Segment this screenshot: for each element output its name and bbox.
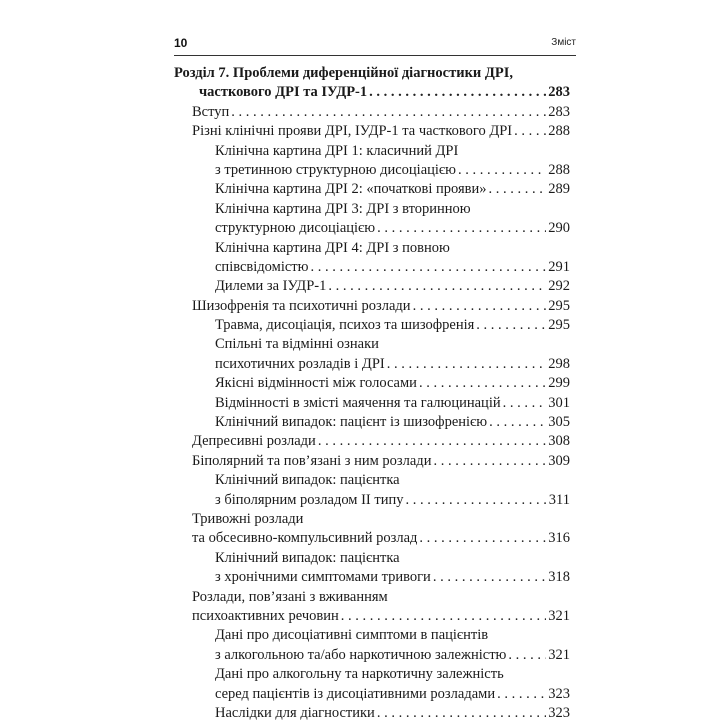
toc-entry: Клінічна картина ДРІ 2: «початкові прояви» . . . 289: [174, 180, 570, 199]
toc-entry: Дані про дисоціативні симптоми в пацієнтів: [215, 627, 489, 644]
toc-entry-cont: з хронічними симптомами тривоги . . . 318: [174, 568, 570, 587]
toc-entry: Клінічний випадок: пацієнт із шизофренією . . . 305: [174, 413, 570, 432]
header-rule: [174, 55, 576, 56]
toc-chapter-title: Розділ 7. Проблеми диференційної діагностики ДРІ,: [174, 65, 514, 81]
toc-entry: Спільні та відмінні ознаки: [215, 336, 379, 353]
toc-entry: Вступ . . . 283: [174, 103, 570, 122]
toc-entry: Клінічний випадок: пацієнтка: [215, 472, 400, 489]
toc-entry-cont: співсвідомістю . . . 291: [174, 258, 570, 277]
toc-entry: Тривожні розлади: [192, 510, 304, 527]
toc-entry: Травма, дисоціація, психоз та шизофренія . . . 295: [174, 316, 570, 335]
toc-entry-cont: з алкогольною та/або наркотичною залежністю . . . 321: [174, 646, 570, 665]
toc-entry: Дані про алкогольну та наркотичну залежність: [215, 666, 504, 683]
toc-chapter-title-cont: часткового ДРІ та ІУДР-1 . . . 283: [174, 83, 570, 102]
toc-entry-cont: з біполярним розладом ІІ типу . . . 311: [174, 491, 570, 510]
toc-page: 283: [548, 84, 570, 101]
toc-entry-cont: структурною дисоціацією . . . 290: [174, 219, 570, 238]
toc-entry-cont: психоактивних речовин . . . 321: [174, 607, 570, 626]
toc-entry: Клінічний випадок: пацієнтка: [215, 549, 400, 566]
running-head: Зміст: [551, 37, 576, 48]
toc-entry-cont: серед пацієнтів із дисоціативними розладами . . . 323: [174, 685, 570, 704]
toc-entry-cont: психотичних розладів і ДРІ . . . 298: [174, 355, 570, 374]
toc-entry: Депресивні розлади . . . 308: [174, 432, 570, 451]
page-number: 10: [174, 36, 188, 50]
toc-entry-cont: та обсесивно-компульсивний розлад . . . 316: [174, 529, 570, 548]
toc-entry: Відмінності в змісті маячення та галюцинацій . . . 301: [174, 394, 570, 413]
toc-entry: Наслідки для діагностики . . . 323: [174, 704, 570, 723]
toc-entry-cont: з третинною структурною дисоціацією . . . 288: [174, 161, 570, 180]
toc-entry: Шизофренія та психотичні розлади . . . 295: [174, 297, 570, 316]
table-of-contents: [174, 64, 570, 723]
toc-entry: Різні клінічні прояви ДРІ, ІУДР-1 та часткового ДРІ . . . 288: [174, 122, 570, 141]
toc-entry: Розлади, пов’язані з вживанням: [192, 588, 388, 605]
toc-entry: Клінічна картина ДРІ 4: ДРІ з повною: [215, 239, 450, 256]
toc-entry: Дилеми за ІУДР-1 . . . 292: [174, 277, 570, 296]
toc-entry: Клінічна картина ДРІ 3: ДРІ з вторинною: [215, 200, 471, 217]
toc-entry: Клінічна картина ДРІ 1: класичний ДРІ: [215, 142, 459, 159]
toc-entry: Біполярний та пов’язані з ним розлади . . . 309: [174, 452, 570, 471]
toc-entry: Якісні відмінності між голосами . . . 299: [174, 374, 570, 393]
